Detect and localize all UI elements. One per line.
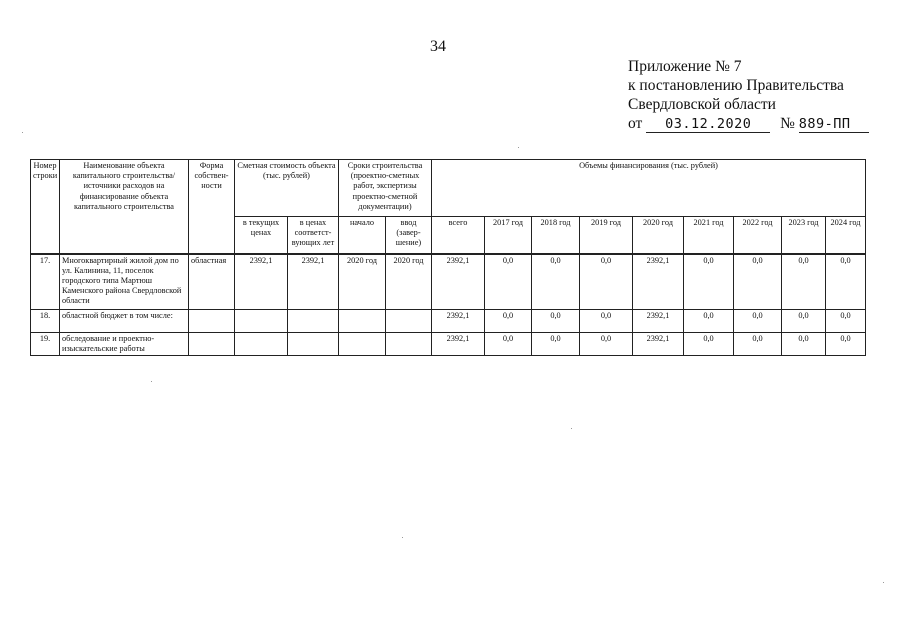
- scan-speck: [518, 147, 519, 148]
- appendix-header: [628, 57, 869, 133]
- header-financing-volumes: Объемы финансирования (тыс. рублей): [432, 160, 866, 217]
- row-start: [339, 310, 386, 333]
- header-object-name: Наименование объекта капитального строительства/ источники расходов на финансирование объекта капитального строительства: [60, 160, 189, 254]
- resolution-number: 889-ПП: [799, 117, 869, 133]
- row-total: 2392,1: [432, 310, 485, 333]
- row-commissioning: 2020 год: [386, 254, 432, 310]
- row-total: 2392,1: [432, 254, 485, 310]
- header-year-2019: 2019 год: [580, 217, 633, 254]
- header-year-2021: 2021 год: [684, 217, 734, 254]
- row-cost-current: [235, 310, 288, 333]
- header-current-prices: в текущих ценах: [235, 217, 288, 254]
- header-year-2017: 2017 год: [485, 217, 532, 254]
- row-year-2024: 0,0: [826, 310, 866, 333]
- row-number: 17.: [31, 254, 60, 310]
- row-year-2023: 0,0: [782, 310, 826, 333]
- header-year-2022: 2022 год: [734, 217, 782, 254]
- row-cost-corresponding: [288, 310, 339, 333]
- row-year-2017: 0,0: [485, 254, 532, 310]
- resolution-date: 03.12.2020: [646, 117, 770, 133]
- row-year-2023: 0,0: [782, 254, 826, 310]
- header-start: начало: [339, 217, 386, 254]
- row-cost-corresponding: 2392,1: [288, 254, 339, 310]
- row-commissioning: [386, 310, 432, 333]
- header-ownership: Форма собствен-ности: [189, 160, 235, 254]
- row-year-2021: 0,0: [684, 333, 734, 356]
- table-row: [31, 254, 866, 310]
- row-start: [339, 333, 386, 356]
- financing-table: [30, 159, 866, 356]
- row-year-2020: 2392,1: [633, 310, 684, 333]
- row-year-2019: 0,0: [580, 310, 633, 333]
- header-row-number: Номер строки: [31, 160, 60, 254]
- row-year-2021: 0,0: [684, 254, 734, 310]
- row-number: 19.: [31, 333, 60, 356]
- page-number: 34: [430, 38, 446, 55]
- from-label: от: [628, 115, 643, 132]
- row-year-2018: 0,0: [532, 310, 580, 333]
- row-ownership: областная: [189, 254, 235, 310]
- row-object-name: обследование и проектно-изыскательские работы: [60, 333, 189, 356]
- header-commissioning: ввод (завер-шение): [386, 217, 432, 254]
- header-row-1: [31, 160, 866, 217]
- row-cost-current: 2392,1: [235, 254, 288, 310]
- row-year-2019: 0,0: [580, 333, 633, 356]
- row-start: 2020 год: [339, 254, 386, 310]
- row-total: 2392,1: [432, 333, 485, 356]
- scan-speck: [883, 582, 884, 583]
- row-number: 18.: [31, 310, 60, 333]
- header-corresponding-prices: в ценах соответст-вующих лет: [288, 217, 339, 254]
- header-year-2023: 2023 год: [782, 217, 826, 254]
- row-cost-corresponding: [288, 333, 339, 356]
- row-year-2020: 2392,1: [633, 254, 684, 310]
- header-year-2024: 2024 год: [826, 217, 866, 254]
- scan-speck: [402, 537, 403, 538]
- row-commissioning: [386, 333, 432, 356]
- row-year-2018: 0,0: [532, 333, 580, 356]
- header-year-2018: 2018 год: [532, 217, 580, 254]
- header-construction-terms: Сроки строительства (проектно-сметных работ, экспертизы проектно-сметной документации): [339, 160, 432, 217]
- header-year-2020: 2020 год: [633, 217, 684, 254]
- row-year-2018: 0,0: [532, 254, 580, 310]
- row-ownership: [189, 333, 235, 356]
- header-total: всего: [432, 217, 485, 254]
- scan-speck: [22, 132, 23, 133]
- row-year-2022: 0,0: [734, 254, 782, 310]
- header-estimated-cost: Сметная стоимость объекта (тыс. рублей): [235, 160, 339, 217]
- row-year-2017: 0,0: [485, 333, 532, 356]
- row-object-name: Многоквартирный жилой дом по ул. Калинина, 11, поселок городского типа Мартюш Каменского района Свердловской области: [60, 254, 189, 310]
- scan-speck: [571, 428, 572, 429]
- table-row: [31, 333, 866, 356]
- row-object-name: областной бюджет в том числе:: [60, 310, 189, 333]
- number-label: №: [780, 115, 795, 132]
- row-year-2022: 0,0: [734, 310, 782, 333]
- appendix-line-resolution: к постановлению Правительства: [628, 77, 844, 94]
- row-year-2023: 0,0: [782, 333, 826, 356]
- table-row: [31, 310, 866, 333]
- appendix-title: Приложение № 7: [628, 58, 742, 75]
- row-year-2019: 0,0: [580, 254, 633, 310]
- scan-speck: [151, 381, 152, 382]
- row-year-2024: 0,0: [826, 254, 866, 310]
- row-year-2017: 0,0: [485, 310, 532, 333]
- row-year-2021: 0,0: [684, 310, 734, 333]
- row-ownership: [189, 310, 235, 333]
- appendix-date-number-line: [628, 114, 869, 133]
- row-year-2024: 0,0: [826, 333, 866, 356]
- row-cost-current: [235, 333, 288, 356]
- row-year-2020: 2392,1: [633, 333, 684, 356]
- row-year-2022: 0,0: [734, 333, 782, 356]
- appendix-line-region: Свердловской области: [628, 96, 776, 113]
